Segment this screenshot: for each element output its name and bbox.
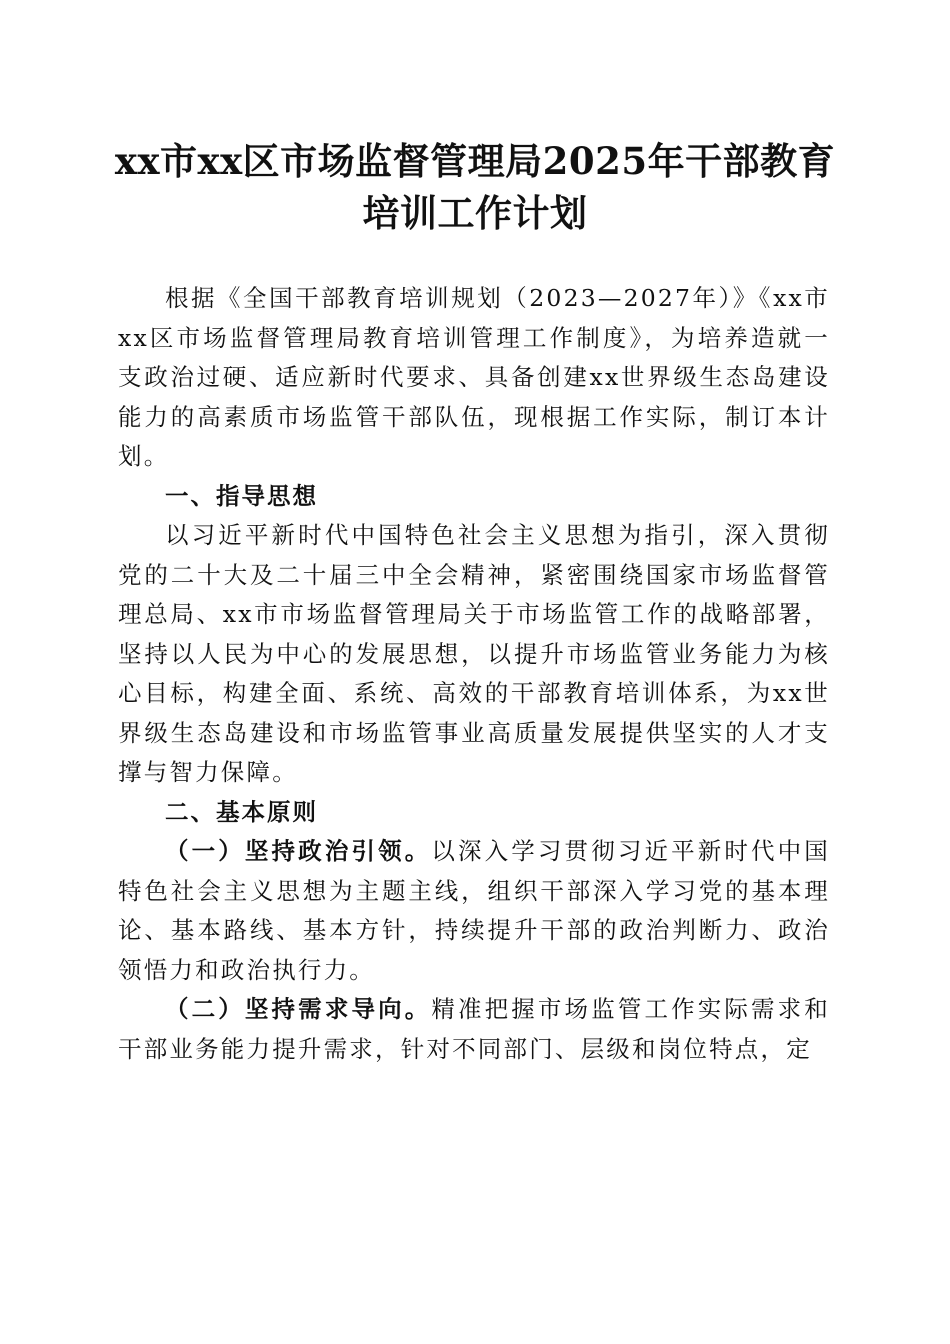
principle-item-body: 精准把握市场监管工作实际需求和干部业务能力提升需求，针对不同部门、层级和岗位特点，定 (118, 995, 830, 1063)
intro-paragraph: 根据《全国干部教育培训规划（2023—2027年）》《xx市xx区市场监督管理局教育培训管理工作制度》，为培养造就一支政治过硬、适应新时代要求、具备创建xx世界级生态岛建设能力的高素质市场监管干部队伍，现根据工作实际，制订本计划。 (118, 284, 830, 470)
principle-item-lead: （一）坚持政治引领。 (165, 837, 432, 865)
section-heading-guiding-ideology: 一、指导思想 (165, 481, 318, 510)
principle-item-lead: （二）坚持需求导向。 (165, 995, 432, 1023)
document-title: xx市xx区市场监督管理局2025年干部教育培训工作计划 (114, 139, 836, 235)
section-heading-basic-principles: 二、基本原则 (165, 797, 318, 826)
guiding-ideology-paragraph: 以习近平新时代中国特色社会主义思想为指引，深入贯彻党的二十大及二十届三中全会精神，紧密围绕国家市场监督管理总局、xx市市场监督管理局关于市场监管工作的战略部署，坚持以人民为中心的发展思想，以提升市场监管业务能力为核心目标，构建全面、系统、高效的干部教育培训体系，为xx世界级生态岛建设和市场监管事业高质量发展提供坚实的人才支撑与智力保障。 (118, 521, 830, 786)
principle-item-political-guidance (118, 832, 830, 990)
principle-item-demand-oriented (118, 990, 830, 1069)
document-body (118, 279, 830, 1069)
principle-item-body: 以深入学习贯彻习近平新时代中国特色社会主义思想为主题主线，组织干部深入学习党的基本理论、基本路线、基本方针，持续提升干部的政治判断力、政治领悟力和政治执行力。 (118, 837, 830, 984)
